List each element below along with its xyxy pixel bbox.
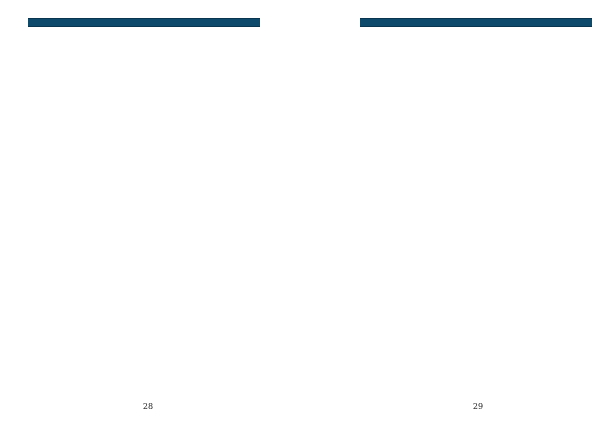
left-page-body-text — [30, 34, 258, 394]
right-page — [300, 0, 600, 424]
right-page-header-bar — [360, 18, 592, 27]
right-page-header-text — [360, 19, 592, 26]
left-page-number: 28 — [142, 402, 154, 411]
left-page-header-text — [28, 19, 260, 26]
right-page-body-text — [362, 34, 590, 394]
right-page-number: 29 — [472, 402, 484, 411]
left-page-header-bar — [28, 18, 260, 27]
